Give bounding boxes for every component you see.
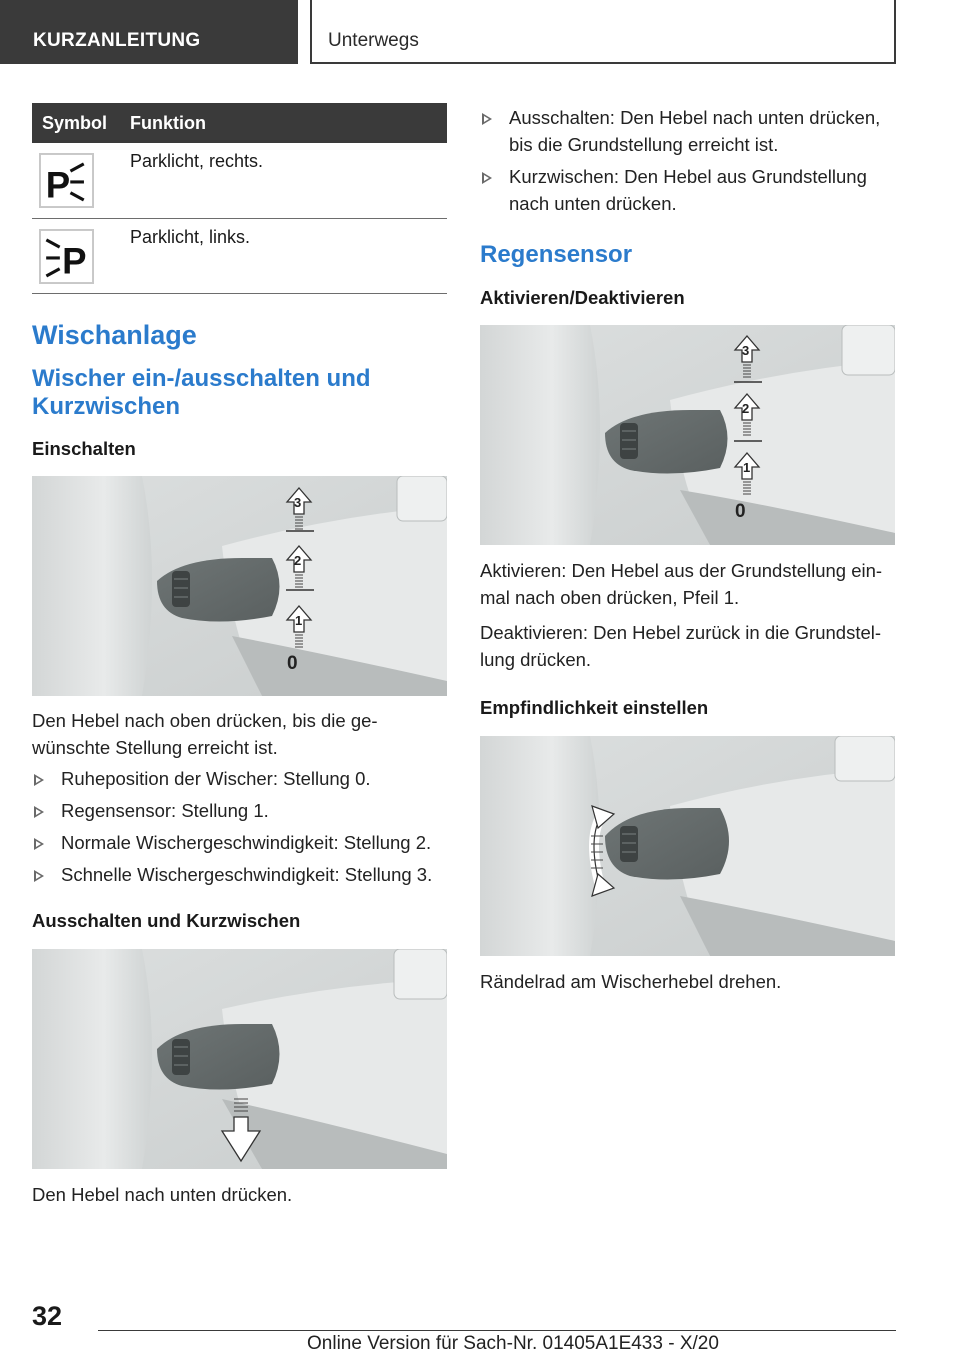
list-item [32,765,447,792]
footer-rule [98,1330,896,1331]
parking-light-left-icon [39,229,94,284]
list-item-text: Ausschalten: Den Hebel nach unten drücken, bis die Grundstellung erreicht ist. [509,107,881,155]
thumbwheel-illustration [480,736,895,956]
symbol-cell [32,218,130,293]
wiper-lever-up-illustration [32,476,447,696]
heading-empfindlichkeit: Empfindlichkeit einstellen [480,697,709,718]
position-label-3: 3 [294,494,302,510]
list-item-text: Regensensor: Stellung 1. [61,799,269,821]
heading-einschalten: Einschalten [32,437,136,459]
position-label-0: 0 [287,652,298,674]
list-item-text: Normale Wischergeschwindigkeit: Stellung 2. [61,831,432,853]
function-cell: Parklicht, rechts. [130,143,447,218]
heading-ausschalten: Ausschalten und Kurzwischen [32,909,301,931]
function-cell: Parklicht, links. [130,218,447,293]
list-item [480,163,895,217]
bullet-triangle-icon [482,113,492,125]
ausschalten-bullet-list [480,104,895,217]
list-item [480,104,895,158]
table-row [32,143,447,218]
bullet-triangle-icon [34,838,44,850]
position-label-2: 2 [294,552,302,568]
bullet-triangle-icon [34,870,44,882]
list-item-text: Kurzwischen: Den Hebel aus Grundstellung nach unten drücken. [509,166,867,214]
list-item [32,861,447,888]
list-item [32,797,447,824]
function-column-header: Funktion [130,103,447,143]
left-column [32,103,447,1208]
bullet-triangle-icon [34,806,44,818]
symbol-cell [32,143,130,218]
subsection-title-wischer: Wischer ein-/ausschalten und Kurzwischen [32,364,371,420]
table-row [32,218,447,293]
header-section-tab [0,0,298,64]
einschalten-bullet-list [32,765,447,888]
right-column [480,103,895,995]
header-chapter-tab [310,0,896,64]
list-item [32,829,447,856]
position-label-1: 1 [295,612,303,628]
section-title-wischanlage: Wischanlage [32,319,197,350]
header-chapter-label: Unterwegs [328,30,419,51]
heading-aktivieren: Aktivieren/Deaktivieren [480,287,685,308]
empfindlichkeit-description: Rändelrad am Wischerhebel drehen. [480,971,782,992]
ausschalten-description: Den Hebel nach unten drücken. [32,1183,293,1205]
position-label-0: 0 [735,501,746,522]
position-label-2: 2 [742,401,750,416]
rain-sensor-lever-illustration [480,325,895,545]
position-label-3: 3 [742,343,750,358]
deaktivieren-description: Deaktivieren: Den Hebel zurück in die Grundstellung drücken. [480,622,882,670]
symbol-column-header: Symbol [32,103,130,143]
bullet-triangle-icon [482,172,492,184]
header-section-label: KURZANLEITUNG [33,30,201,51]
einschalten-description: Den Hebel nach oben drücken, bis die gewünschte Stellung erreicht ist. [32,709,378,758]
symbol-table [32,103,447,294]
page-number: 32 [32,1301,63,1331]
wiper-lever-down-illustration [32,949,447,1169]
list-item-text: Schnelle Wischergeschwindigkeit: Stellung 3. [61,863,433,885]
position-label-1: 1 [743,460,751,475]
list-item-text: Ruheposition der Wischer: Stellung 0. [61,767,371,789]
section-title-regensensor: Regensensor [480,241,633,268]
bullet-triangle-icon [34,774,44,786]
aktivieren-description: Aktivieren: Den Hebel aus der Grundstellung einmal nach oben drücken, Pfeil 1. [480,560,883,608]
parking-light-right-icon [39,153,94,208]
symbol-table-header-row [32,103,447,143]
footer-text: Online Version für Sach-Nr. 01405A1E433 - X/20 [307,1333,719,1354]
svg-text:P: P [45,164,71,206]
svg-text:P: P [62,239,87,281]
